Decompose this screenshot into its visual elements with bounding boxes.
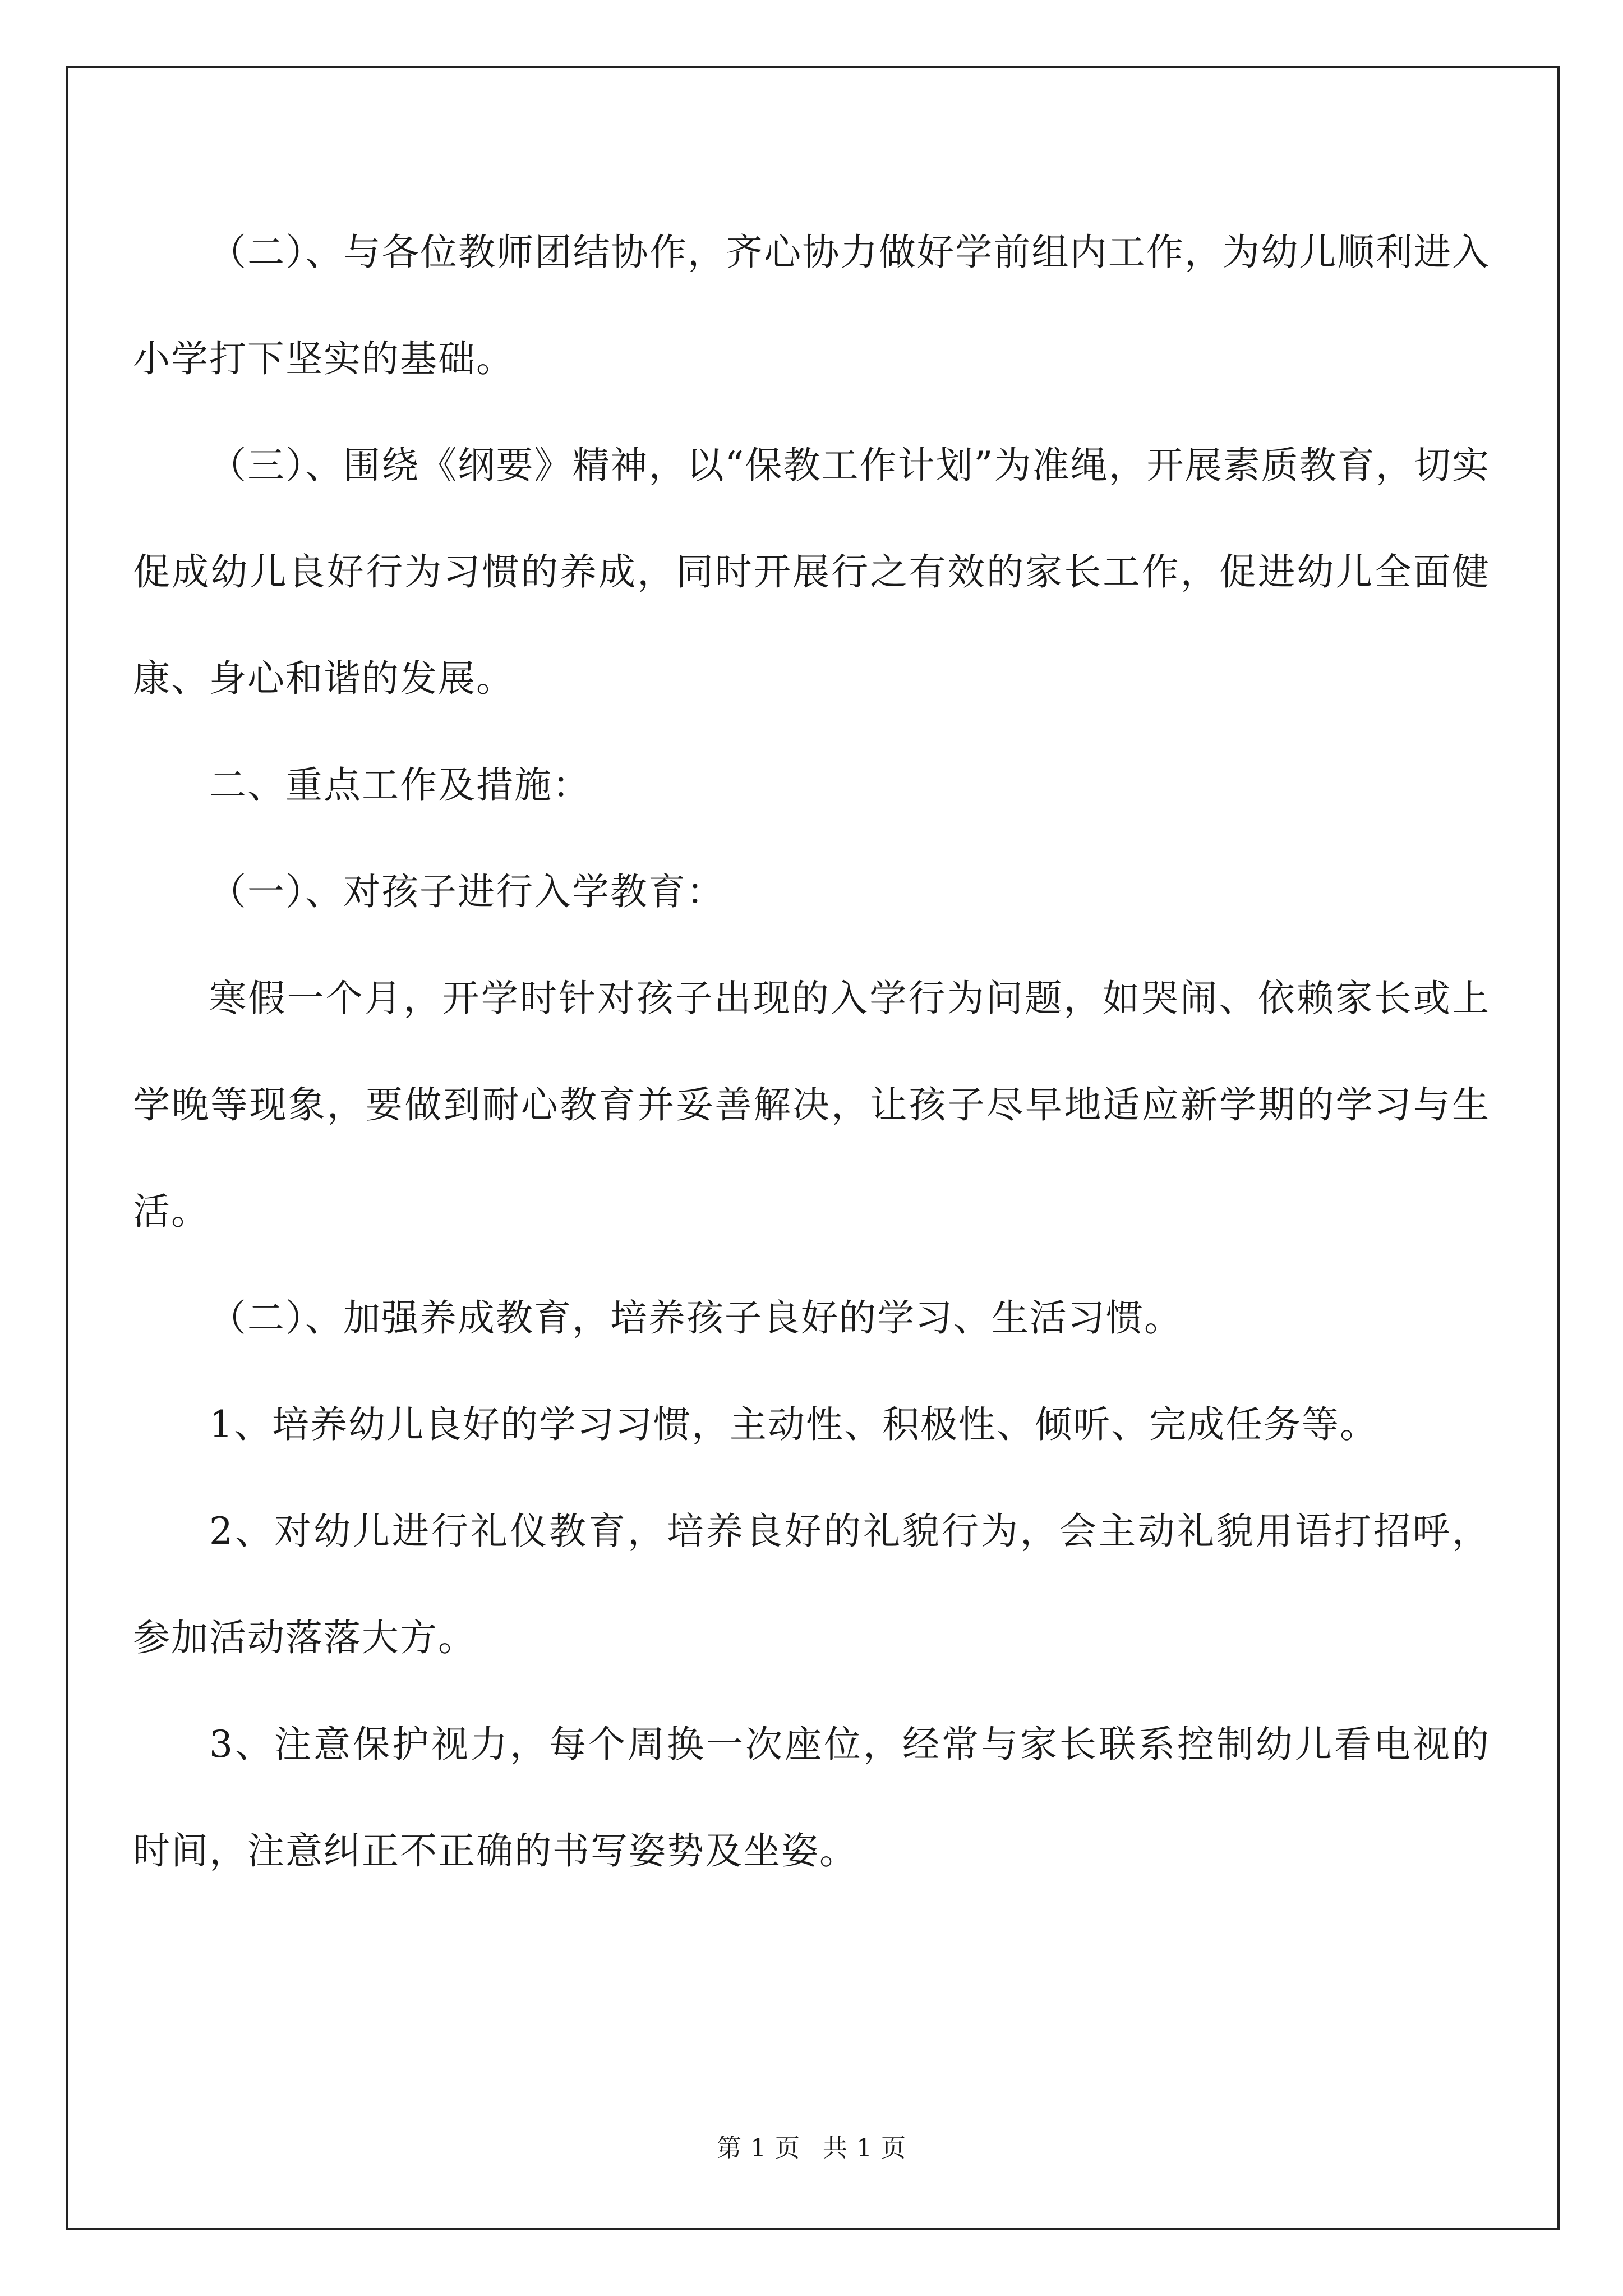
page-footer <box>0 2132 1623 2165</box>
section-heading: 二、重点工作及措施： <box>209 763 591 807</box>
list-item-3: 3、注意保护视力，每个周换一次座位，经常与家长联系控制幼儿看电视的时间，注意纠正不正确的书写姿势及坐姿。 <box>133 1723 1490 1872</box>
paragraph-3: 寒假一个月，开学时针对孩子出现的入学行为问题，如哭闹、依赖家长或上学晚等现象，要做到耐心教育并妥善解决，让孩子尽早地适应新学期的学习与生活。 <box>133 977 1490 1233</box>
page-total: 共 1 页 <box>823 2134 906 2162</box>
subsection-heading-2: （二）、加强养成教育，培养孩子良好的学习、生活习惯。 <box>209 1296 1182 1340</box>
list-item-1: 1、培养幼儿良好的学习习惯，主动性、积极性、倾听、完成任务等。 <box>209 1403 1378 1446</box>
paragraph-2: （三）、围绕《纲要》精神，以“保教工作计划”为准绳，开展素质教育，切实促成幼儿良好行为习惯的养成，同时开展行之有效的家长工作，促进幼儿全面健康、身心和谐的发展。 <box>133 444 1490 700</box>
list-item-2: 2、对幼儿进行礼仪教育，培养良好的礼貌行为，会主动礼貌用语打招呼，参加活动落落大方。 <box>133 1510 1490 1659</box>
paragraph-1: （二）、与各位教师团结协作，齐心协力做好学前组内工作，为幼儿顺利进入小学打下坚实的基础。 <box>133 231 1490 380</box>
subsection-heading-1: （一）、对孩子进行入学教育： <box>209 870 725 913</box>
page-number: 第 1 页 <box>717 2134 800 2162</box>
document-body <box>133 199 1490 1904</box>
